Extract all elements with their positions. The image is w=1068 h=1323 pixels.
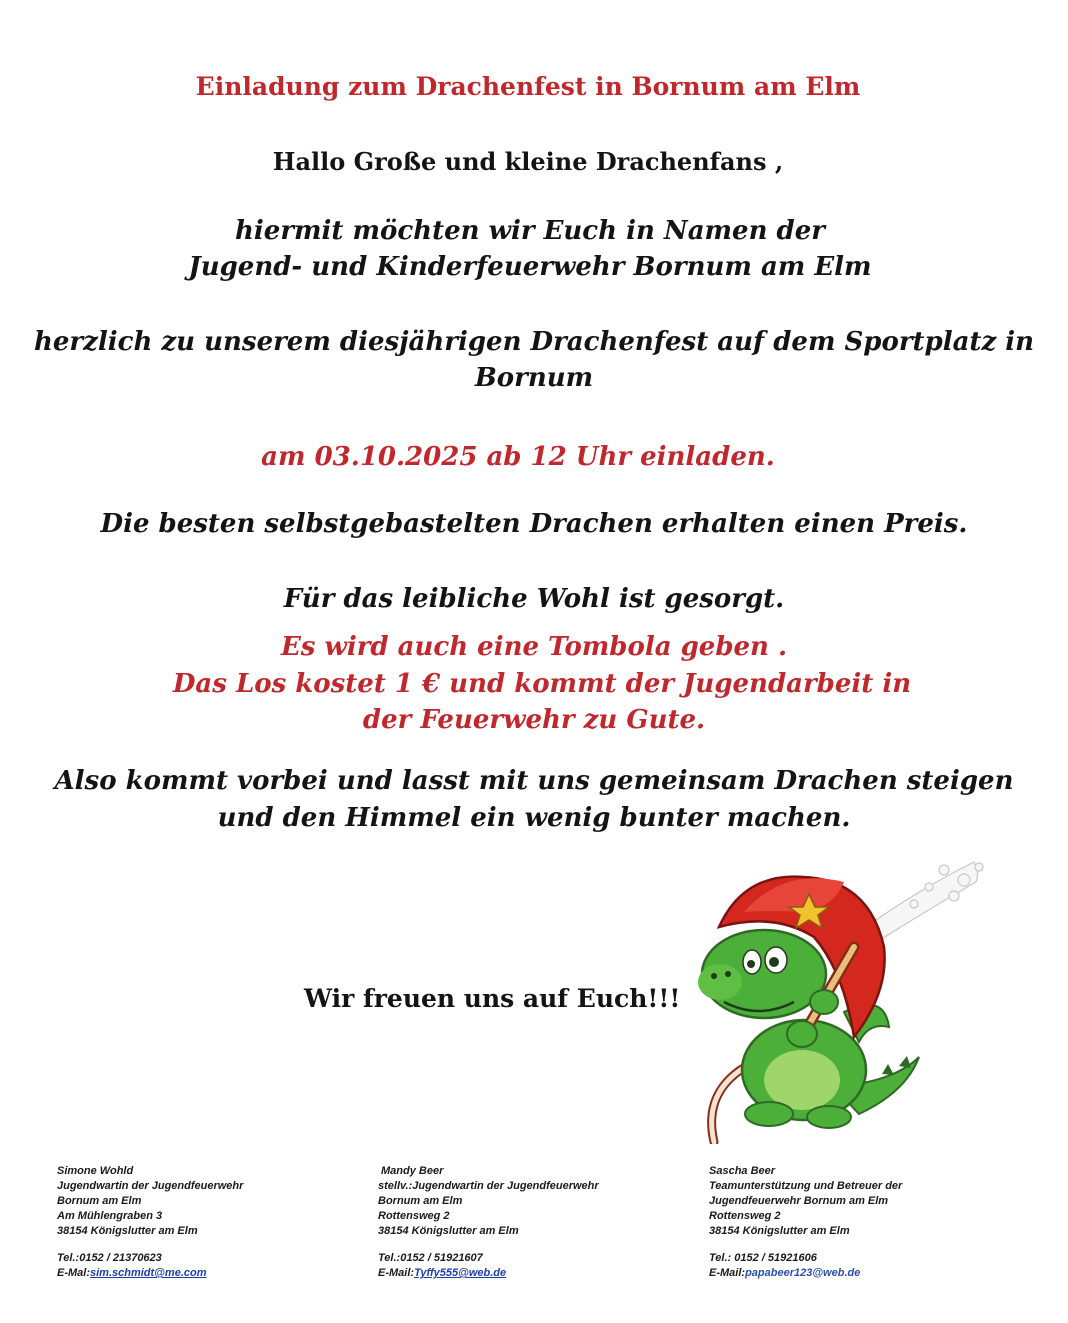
contact-city: 38154 Königslutter am Elm [378, 1225, 519, 1237]
firefighter-dragon-illustration [684, 852, 994, 1144]
contact-city: 38154 Königslutter am Elm [57, 1225, 198, 1237]
intro-line-1: hiermit möchten wir Euch in Namen der [235, 216, 825, 246]
contact-phone: Tel.:0152 / 21370623 [57, 1252, 162, 1264]
contact-role: Jugendwartin der Jugendfeuerwehr [57, 1180, 244, 1192]
contact-card-simone [57, 1164, 243, 1281]
place-line-1: herzlich zu unserem diesjährigen Drachenfest auf dem Sportplatz in [33, 327, 1035, 357]
intro-line-2: Jugend- und Kinderfeuerwehr Bornum am Elm [188, 252, 872, 282]
contact-email-link[interactable]: Tyffy555@web.de [414, 1267, 507, 1279]
greeting: Hallo Große und kleine Drachenfans , [272, 147, 784, 176]
prize-line: Die besten selbstgebastelten Drachen erhalten einen Preis. [100, 509, 968, 539]
contact-city: 38154 Königslutter am Elm [709, 1225, 850, 1237]
tombola-line-3: der Feuerwehr zu Gute. [362, 705, 706, 735]
contact-name: Mandy Beer [381, 1165, 444, 1177]
food-line: Für das leibliche Wohl ist gesorgt. [283, 584, 785, 614]
contact-email-label: E-Mail: [378, 1267, 415, 1279]
contact-email-label: E-Mail: [709, 1267, 746, 1279]
invitation-title: Einladung zum Drachenfest in Bornum am Elm [195, 72, 861, 101]
contact-name: Simone Wohld [57, 1165, 134, 1177]
contact-role: stellv.:Jugendwartin der Jugendfeuerwehr [378, 1180, 599, 1192]
contact-name: Sascha Beer [709, 1165, 776, 1177]
place-line-2: Bornum [474, 363, 594, 393]
date-line: am 03.10.2025 ab 12 Uhr einladen. [261, 442, 775, 472]
looking-forward-text: Wir freuen uns auf Euch!!! [304, 984, 681, 1013]
contact-role: Teamunterstützung und Betreuer der [709, 1180, 903, 1192]
contact-phone: Tel.: 0152 / 51921606 [709, 1252, 817, 1264]
closing-line-2: und den Himmel ein wenig bunter machen. [217, 803, 851, 833]
contact-email-label: E-Mal: [57, 1267, 90, 1279]
contact-email-link[interactable]: papabeer123@web.de [745, 1267, 861, 1279]
contact-street: Am Mühlengraben 3 [57, 1210, 163, 1222]
contact-card-mandy [378, 1164, 599, 1281]
contact-street: Rottensweg 2 [378, 1210, 450, 1222]
tombola-line-1: Es wird auch eine Tombola geben . [280, 632, 788, 662]
contact-phone: Tel.:0152 / 51921607 [378, 1252, 483, 1264]
closing-line-1: Also kommt vorbei und lasst mit uns gemeinsam Drachen steigen [54, 766, 1014, 796]
contact-card-sascha [709, 1164, 902, 1281]
tombola-line-2: Das Los kostet 1 € und kommt der Jugendarbeit in [172, 669, 912, 699]
contact-role: Jugendfeuerwehr Bornum am Elm [709, 1195, 889, 1207]
contact-email-link[interactable]: sim.schmidt@me.com [90, 1267, 207, 1279]
contact-role: Bornum am Elm [57, 1195, 142, 1207]
contact-role: Bornum am Elm [378, 1195, 463, 1207]
contact-street: Rottensweg 2 [709, 1210, 781, 1222]
